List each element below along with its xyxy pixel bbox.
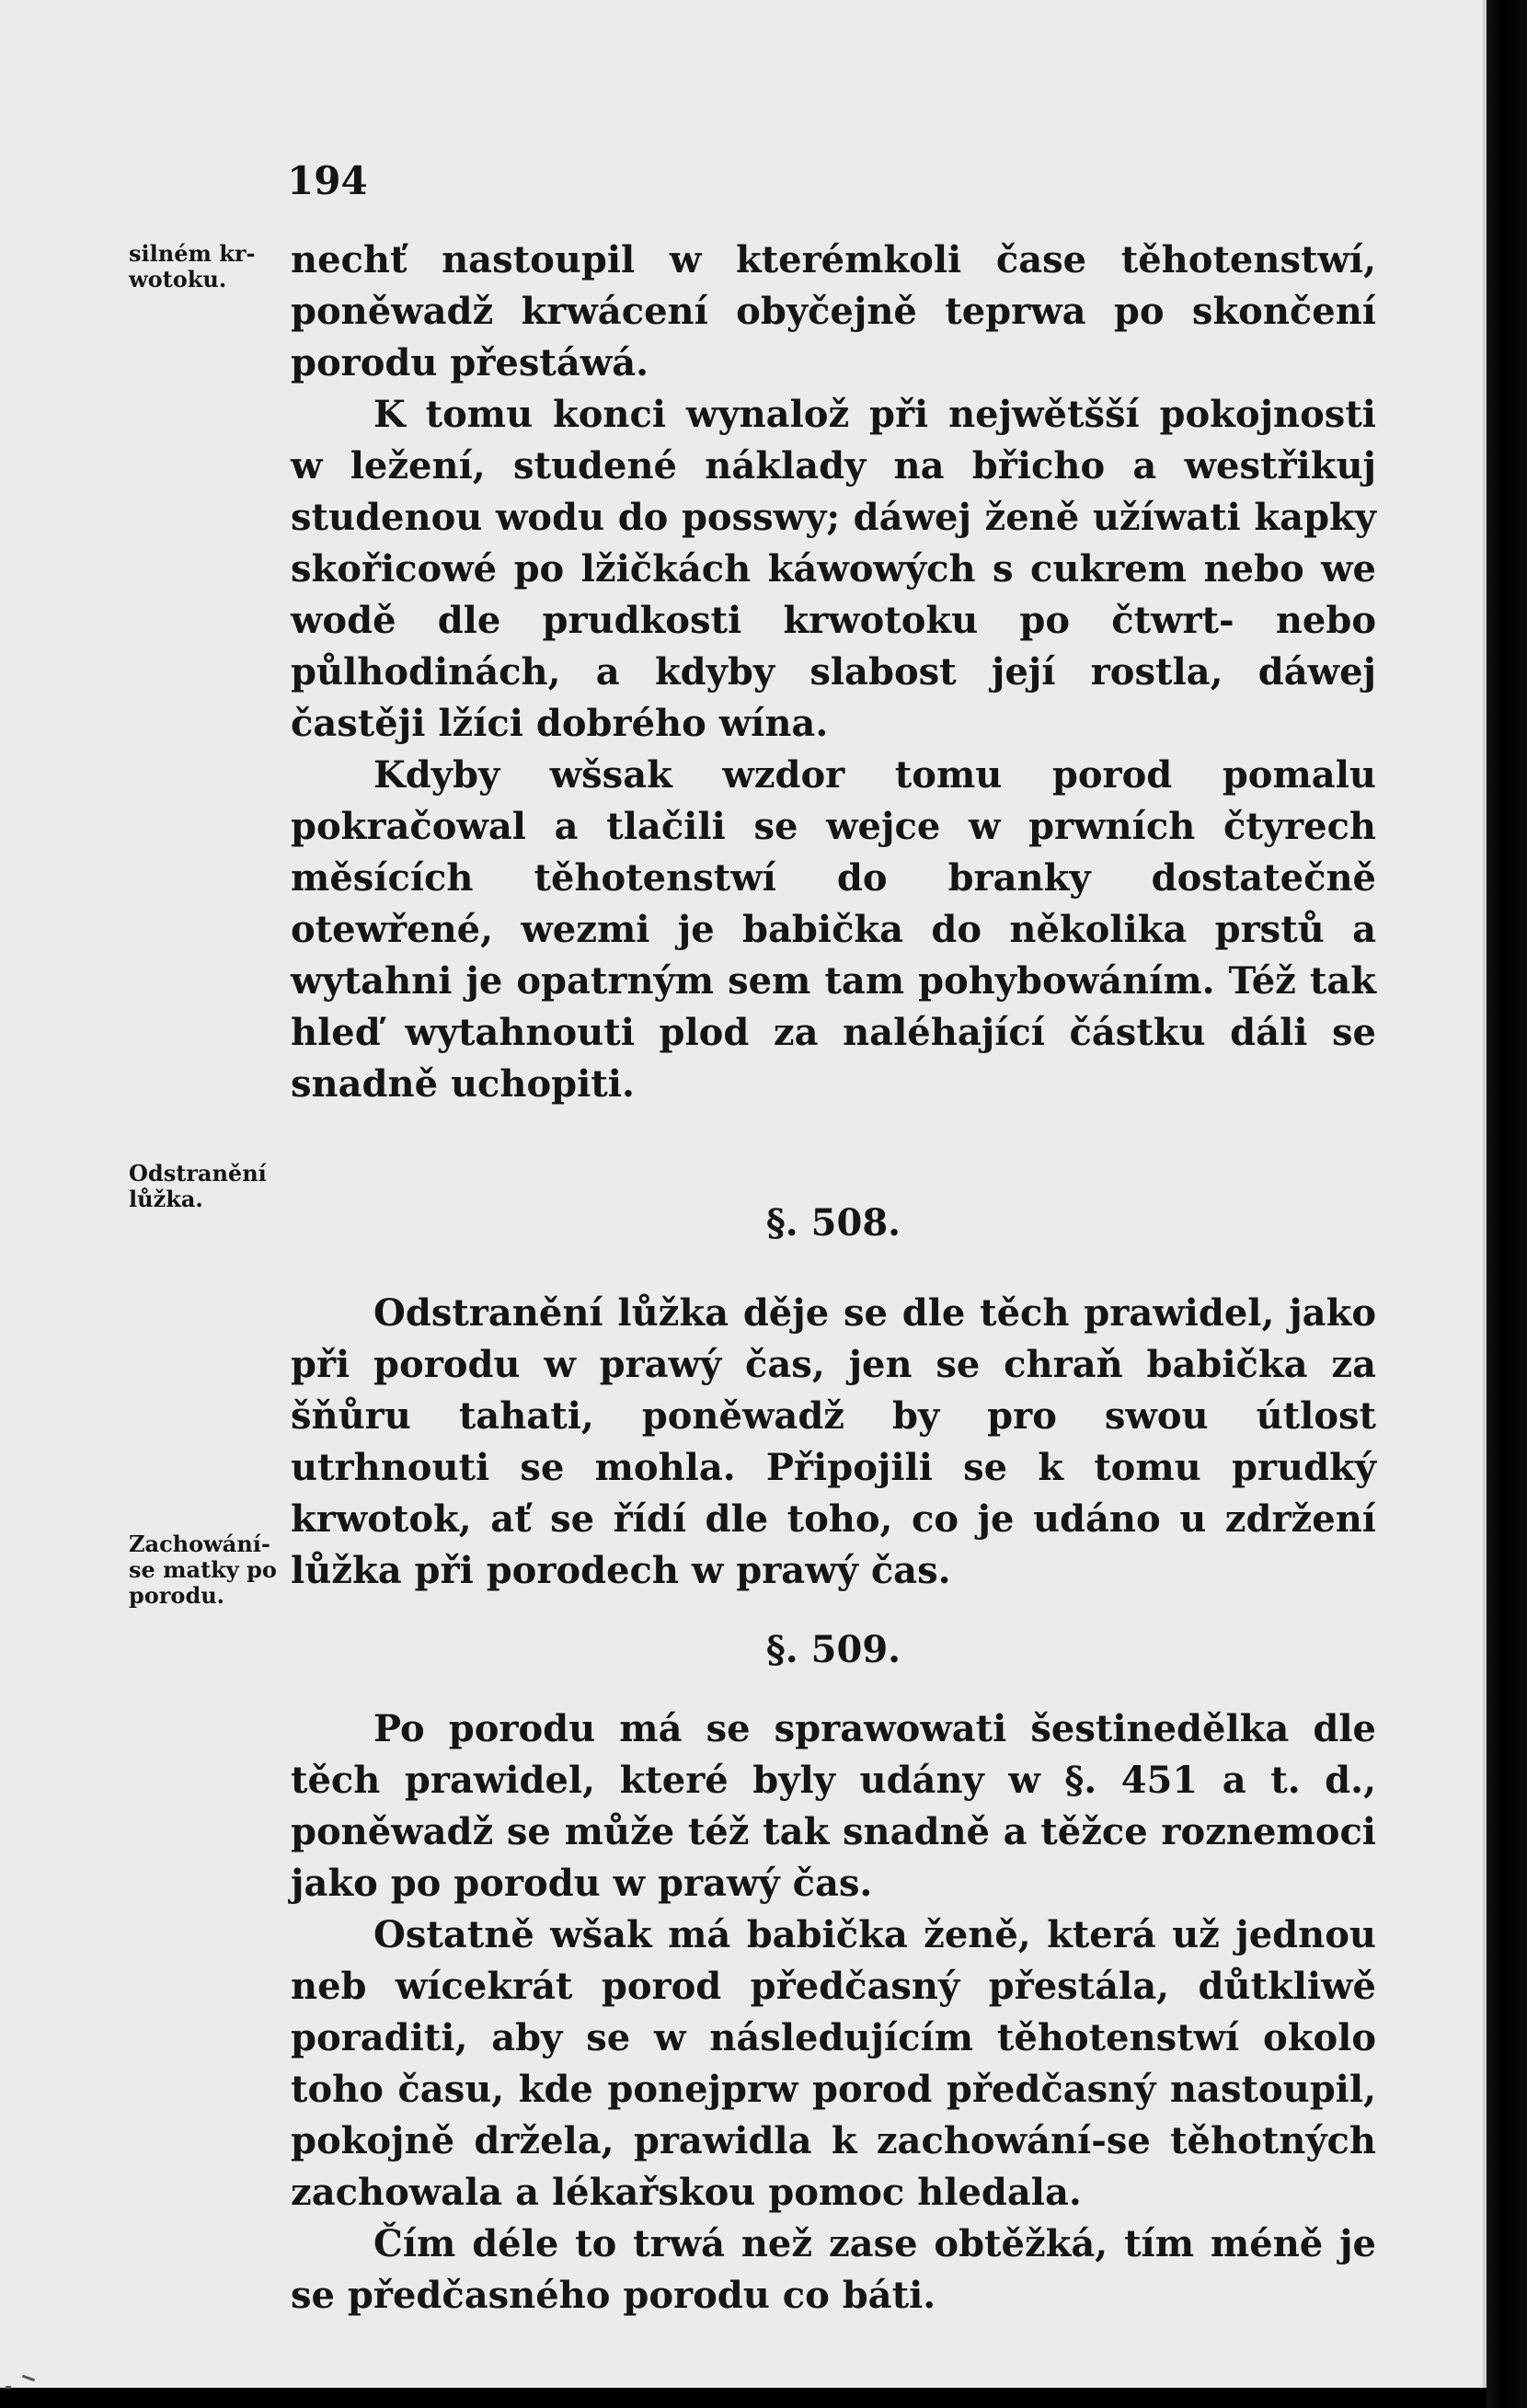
margin-note-placenta: Odstranění lůžka. [129, 1160, 267, 1212]
section-heading-508: §. 508. [765, 1201, 901, 1244]
scan-speck [6, 2386, 11, 2389]
paragraph: Kdyby wšsak wzdor tomu porod pomalu pokračowal a tlačili se wejce w prwních čtyrech měsících těhotenstwí do branky dostatečně otewřené, wezmi je babička do několika prstů a wytahni je opatrným sem tam pohybowáním. Též tak hleď wytahnouti plod za naléhající částku dáli se snadně uchopiti. [291, 753, 1376, 1106]
paragraph: Odstranění lůžka děje se dle těch prawidel, jako při porodu w prawý čas, jen se chraň babička za šňůru tahati, poněwadž by pro swou útlost utrhnouti se mohla. Připojili se k tomu prudký krwotok, ať se řídí dle toho, co je udáno u zdržení lůžka při porodech w prawý čas. [291, 1291, 1376, 1592]
page-number: 194 [287, 158, 368, 203]
paragraph: Čím déle to trwá než zase obtěžká, tím méně je se předčasného porodu co báti. [291, 2222, 1376, 2317]
margin-note-bleeding: silném kr- wotoku. [129, 240, 256, 292]
paragraph: Ostatně wšak má babička ženě, která už jednou neb wícekrát porod předčasný přestála, důtkliwě poraditi, aby se w následujícím těhotenstwí okolo toho času, kde ponejprw porod předčasný nastoupil, pokojně držela, prawidla k zachowání-se těhotných zachowala a lékařskou pomoc hledala. [291, 1913, 1376, 2214]
paragraph: nechť nastoupil w kterémkoli čase těhotenstwí, poněwadž krwácení obyčejně teprwa po skončení porodu přestáwá. [291, 238, 1376, 384]
scan-edge [1487, 0, 1527, 2408]
margin-note-mother-care: Zachowání- se matky po porodu. [129, 1531, 277, 1609]
section-heading-509: §. 509. [765, 1628, 901, 1671]
body-text [291, 235, 1376, 2322]
paragraph: Po porodu má se sprawowati šestinedělka dle těch prawidel, které byly udány w §. 451 a t. d., poněwadž se může též tak snadně a těžce roznemoci jako po porodu w prawý čas. [291, 1707, 1376, 1905]
paragraph: K tomu konci wynalož při nejwětšší pokojnosti w ležení, studené náklady na břicho a westřikuj studenou wodu do posswy; dáwej ženě užíwati kapky skořicowé po lžičkách káwowých s cukrem nebo we wodě dle prudkosti krwotoku po čtwrt- nebo půlhodinách, a kdyby slabost její rostla, dáwej častěji lžíci dobrého wína. [291, 393, 1376, 745]
scan-speck [22, 2375, 35, 2382]
